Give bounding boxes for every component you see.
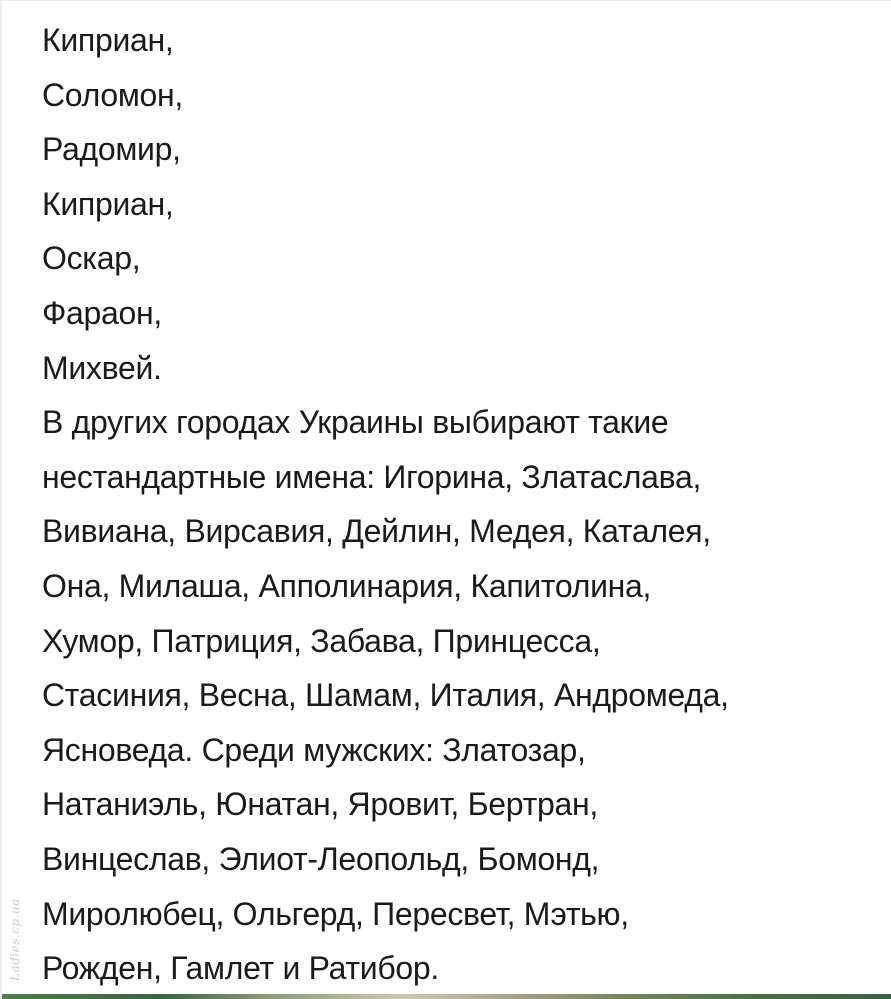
name-item: Соломон, <box>42 76 183 113</box>
name-item: Михвей. <box>42 349 162 386</box>
paragraph-line: Стасиния, Весна, Шамам, Италия, Андромеда, <box>42 677 729 714</box>
paragraph-line: Натаниэль, Юнатан, Яровит, Бертран, <box>42 786 598 823</box>
paragraph-line: Вивиана, Вирсавия, Дейлин, Медея, Каталея, <box>42 513 711 550</box>
paragraph-line: Винцеслав, Элиот-Леопольд, Бомонд, <box>42 840 600 877</box>
name-item: Оскар, <box>42 240 141 277</box>
name-item: Фараон, <box>42 294 162 331</box>
paragraph-line: Она, Милаша, Апполинария, Капитолина, <box>42 567 652 604</box>
paragraph-line: В других городах Украины выбирают такие <box>42 404 669 441</box>
paragraph-line: нестандартные имена: Игорина, Златаслава, <box>42 458 702 495</box>
unusual-names-paragraph <box>42 395 862 996</box>
name-item: Радомир, <box>42 131 181 168</box>
image-edge-strip <box>2 994 891 999</box>
paragraph-line: Ясноведа. Среди мужских: Златозар, <box>42 731 586 768</box>
article-text <box>42 13 862 996</box>
name-item: Киприан, <box>42 22 174 58</box>
site-watermark: Ladies.cp.ua <box>8 898 22 981</box>
paragraph-line: Хумор, Патриция, Забава, Принцесса, <box>42 622 601 659</box>
name-item: Киприан, <box>42 185 174 222</box>
paragraph-line: Рожден, Гамлет и Ратибор. <box>42 950 439 987</box>
paragraph-line: Миролюбец, Ольгерд, Пересвет, Мэтью, <box>42 895 629 932</box>
